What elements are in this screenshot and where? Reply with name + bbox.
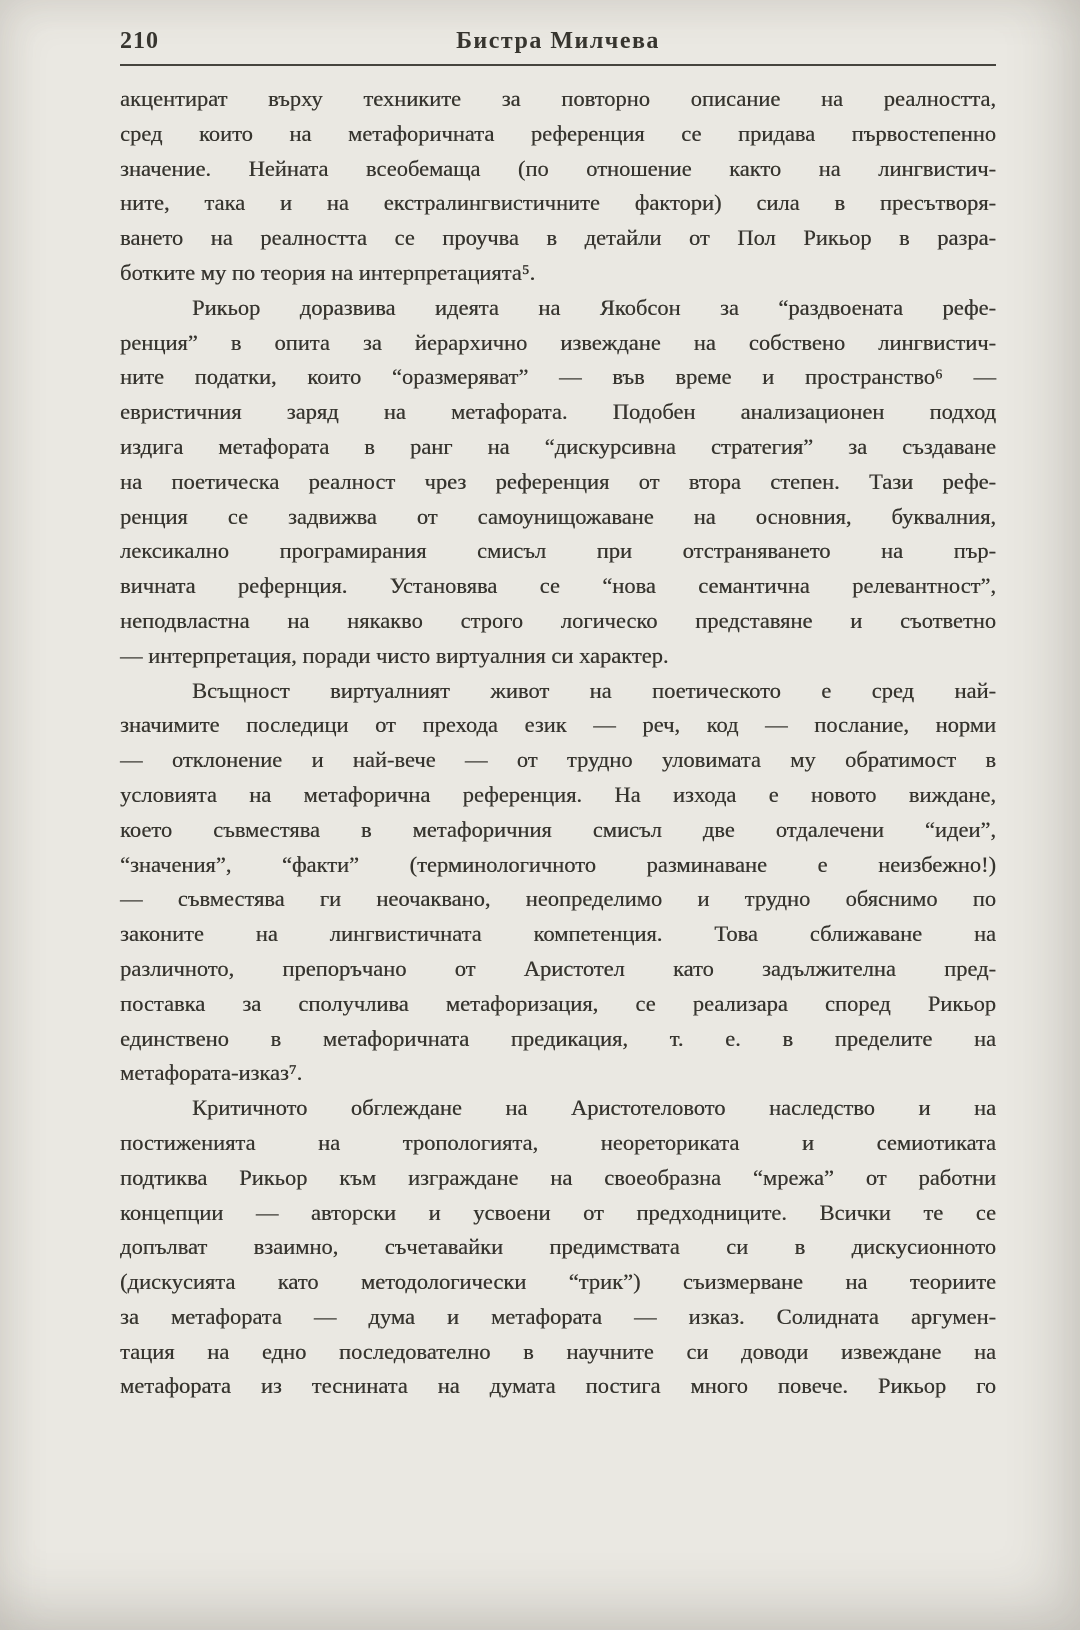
text-line: което съвместява в метафоричния смисъл две отдалечени “идеи”, — [120, 816, 996, 842]
paragraph — [120, 291, 996, 674]
paragraph — [120, 674, 996, 1092]
text-line: вичната рефернция. Установява се “нова семантична релевантност”, — [120, 573, 996, 599]
text-line: значимите последици от прехода език — реч, код — послание, норми — [120, 712, 996, 738]
text-line: ването на реалността се проучва в детайли от Пол Рикьор в разра- — [120, 225, 996, 251]
page-header — [120, 28, 996, 62]
text-line: Критичното обглеждане на Аристотеловото наследство и на — [192, 1095, 996, 1121]
text-line: тация на едно последователно в научните си доводи извеждане на — [120, 1338, 996, 1364]
text-line: (дискусията като методологически “трик”) съизмерване на теориите — [120, 1269, 996, 1295]
header-rule — [120, 64, 996, 66]
text-line: за метафората — дума и метафората — изказ. Солидната аргумен- — [120, 1303, 996, 1329]
text-line: ботките му по теория на интерпретацията⁵. — [120, 259, 536, 285]
text-line: ните, така и на екстралингвистичните фактори) сила в пресътворя- — [120, 190, 996, 216]
text-line: акцентират върху техниките за повторно описание на реалността, — [120, 86, 996, 111]
page-number: 210 — [120, 28, 159, 54]
text-line: концепции — авторски и усвоени от предходниците. Всички те се — [120, 1199, 996, 1225]
text-line: метафората-изказ⁷. — [120, 1060, 303, 1086]
page-content — [120, 28, 996, 1404]
text-line: лексикално програмирания смисъл при отстраняването на пър- — [120, 538, 996, 564]
text-line: ните податки, които “оразмеряват” — във време и пространство⁶ — — [120, 364, 996, 390]
text-line: условията на метафорична референция. На изхода е новото виждане, — [120, 781, 996, 807]
text-line: допълват взаимно, съчетавайки предимствата си в дискусионното — [120, 1234, 996, 1260]
text-line: — съвместява ги неочаквано, неопределимо и трудно обяснимо по — [120, 886, 996, 912]
text-line: сред които на метафоричната референция се придава първостепенно — [120, 120, 996, 146]
text-line: значение. Нейната всеобемаща (по отношение както на лингвистич- — [120, 155, 996, 181]
text-line: единствено в метафоричната предикация, т. е. в пределите на — [120, 1025, 996, 1051]
text-line: на поетическа реалност чрез референция от втора степен. Тази рефе- — [120, 468, 996, 494]
text-line: ренция” в опита за йерархично извеждане на собствено лингвистич- — [120, 329, 996, 355]
text-line: — отклонение и най-вече — от трудно уловимата му обратимост в — [120, 747, 996, 773]
text-line: законите на лингвистичната компетенция. Това сближаване на — [120, 921, 996, 947]
text-line: постиженията на тропологията, неореториката и семиотиката — [120, 1129, 996, 1155]
text-block — [120, 82, 996, 1404]
text-line: ренция се задвижва от самоунищожаване на основния, буквалния, — [120, 503, 996, 529]
text-line: издига метафората в ранг на “дискурсивна стратегия” за създаване — [120, 433, 996, 459]
running-head: Бистра Милчева — [456, 28, 660, 54]
text-line: поставка за сполучлива метафоризация, се реализара според Рикьор — [120, 990, 996, 1016]
paragraph — [120, 1091, 996, 1404]
text-line: неподвластна на някакво строго логическо представяне и съответно — [120, 607, 996, 633]
text-line: “значения”, “факти” (терминологичното разминаване е неизбежно!) — [120, 851, 996, 877]
text-line: метафората из теснината на думата постига много повече. Рикьор го — [120, 1373, 996, 1399]
text-line: — интерпретация, поради чисто виртуалния си характер. — [120, 642, 669, 668]
text-line: различното, препоръчано от Аристотел като задължителна пред- — [120, 955, 996, 981]
text-line: Рикьор доразвива идеята на Якобсон за “раздвоената рефе- — [192, 294, 996, 320]
text-line: евристичния заряд на метафората. Подобен анализационен подход — [120, 399, 996, 425]
text-line: Всъщност виртуалният живот на поетическото е сред най- — [192, 677, 996, 703]
paragraph — [120, 82, 996, 291]
text-line: подтиква Рикьор към изграждане на своеобразна “мрежа” от работни — [120, 1164, 996, 1190]
